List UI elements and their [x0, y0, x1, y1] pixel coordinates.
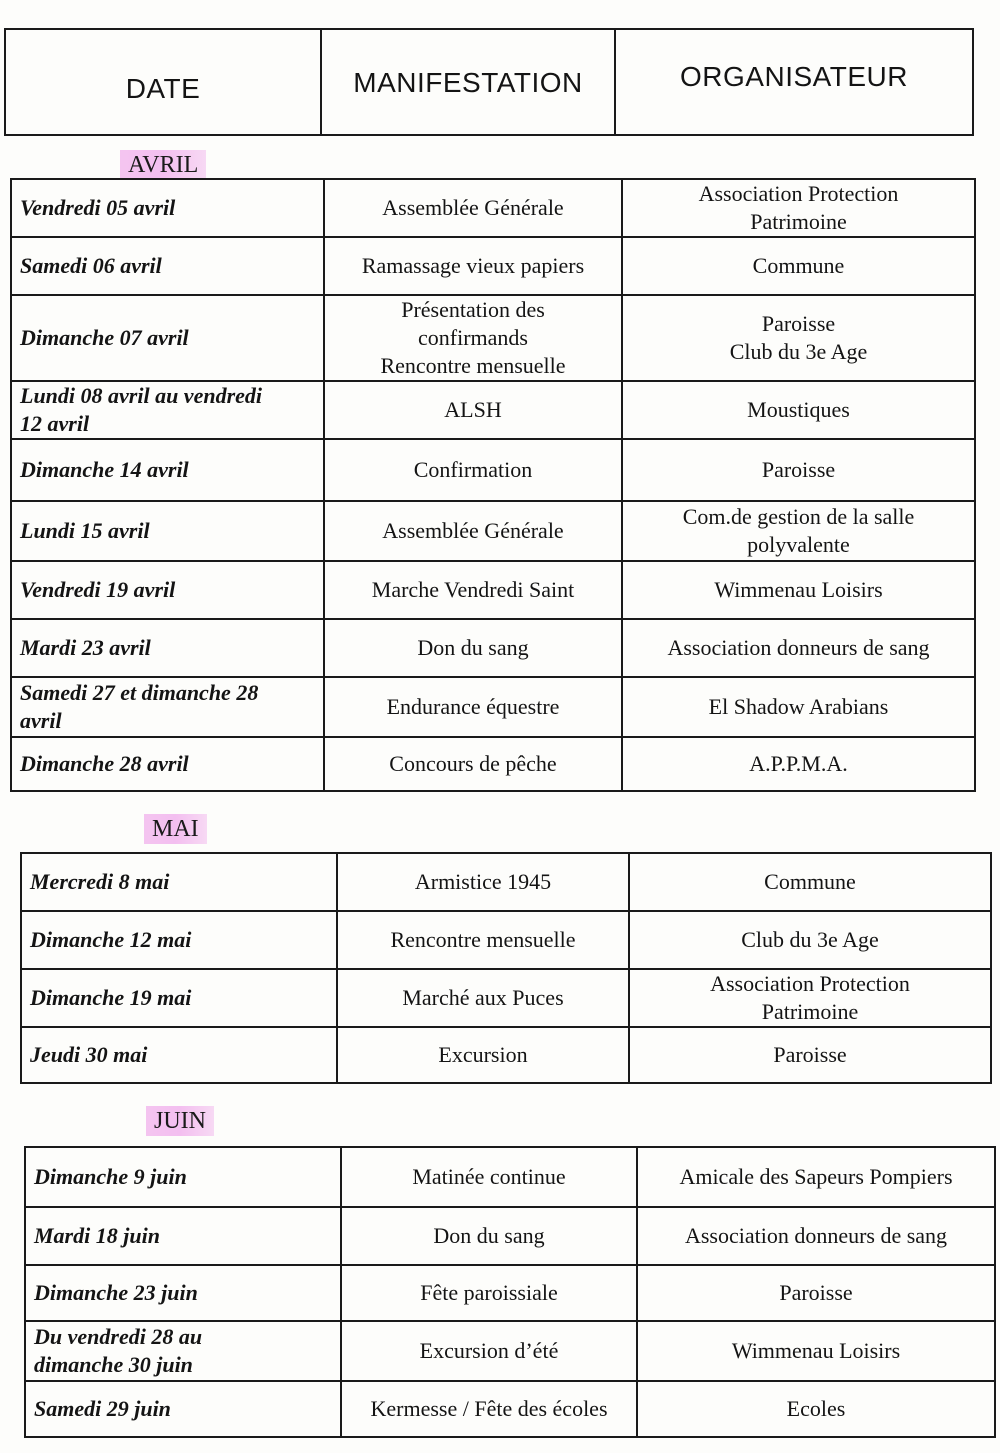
event-date-cell: Samedi 29 juin [25, 1381, 341, 1437]
event-manifestation-cell: Assemblée Générale [324, 501, 622, 561]
event-manifestation-cell: Ramassage vieux papiers [324, 237, 622, 295]
table-row [25, 1381, 995, 1437]
event-date-cell: Samedi 06 avril [11, 237, 324, 295]
event-date-cell: Dimanche 12 mai [21, 911, 337, 969]
event-date-cell: Jeudi 30 mai [21, 1027, 337, 1083]
event-organisateur-cell: Commune [622, 237, 975, 295]
table-row [21, 853, 991, 911]
table-row [11, 501, 975, 561]
event-manifestation-cell: Endurance équestre [324, 677, 622, 737]
table-row [11, 237, 975, 295]
event-organisateur-cell: Com.de gestion de la salle polyvalente [622, 501, 975, 561]
table-row [11, 295, 975, 381]
header-manifestation: MANIFESTATION [320, 30, 614, 134]
event-date-cell: Mardi 23 avril [11, 619, 324, 677]
column-header-table [4, 28, 974, 136]
events-table-avril [10, 178, 976, 792]
event-manifestation-cell: ALSH [324, 381, 622, 439]
event-manifestation-cell: Rencontre mensuelle [337, 911, 629, 969]
table-row [21, 1027, 991, 1083]
month-label-avril: AVRIL [120, 150, 206, 180]
header-date: DATE [125, 73, 201, 104]
table-row [25, 1265, 995, 1321]
event-manifestation-cell: Assemblée Générale [324, 179, 622, 237]
header-organisateur: ORGANISATEUR [614, 30, 972, 134]
events-table-juin [24, 1146, 996, 1438]
event-manifestation-cell: Kermesse / Fête des écoles [341, 1381, 637, 1437]
event-manifestation-cell: Armistice 1945 [337, 853, 629, 911]
event-organisateur-cell: Wimmenau Loisirs [622, 561, 975, 619]
event-date-cell: Dimanche 23 juin [25, 1265, 341, 1321]
event-organisateur-cell: Paroisse [637, 1265, 995, 1321]
month-label-mai: MAI [144, 814, 207, 844]
table-row [21, 969, 991, 1027]
event-organisateur-cell: Association Protection Patrimoine [629, 969, 991, 1027]
event-date-cell: Dimanche 9 juin [25, 1147, 341, 1207]
event-manifestation-cell: Excursion [337, 1027, 629, 1083]
event-organisateur-cell: Commune [629, 853, 991, 911]
event-organisateur-cell: Paroisse [622, 439, 975, 501]
event-organisateur-cell: Paroisse [629, 1027, 991, 1083]
event-date-cell: Mardi 18 juin [25, 1207, 341, 1265]
event-manifestation-cell: Confirmation [324, 439, 622, 501]
table-row [11, 179, 975, 237]
event-date-cell: Vendredi 05 avril [11, 179, 324, 237]
event-manifestation-cell: Don du sang [324, 619, 622, 677]
event-organisateur-cell: El Shadow Arabians [622, 677, 975, 737]
event-organisateur-cell: Wimmenau Loisirs [637, 1321, 995, 1381]
event-manifestation-cell: Présentation des confirmands Rencontre mensuelle [324, 295, 622, 381]
event-manifestation-cell: Marche Vendredi Saint [324, 561, 622, 619]
event-organisateur-cell: Moustiques [622, 381, 975, 439]
table-row [11, 561, 975, 619]
table-row [25, 1147, 995, 1207]
event-organisateur-cell: Association donneurs de sang [637, 1207, 995, 1265]
event-manifestation-cell: Fête paroissiale [341, 1265, 637, 1321]
event-date-cell: Du vendredi 28 au dimanche 30 juin [25, 1321, 341, 1381]
event-manifestation-cell: Marché aux Puces [337, 969, 629, 1027]
event-manifestation-cell: Matinée continue [341, 1147, 637, 1207]
event-organisateur-cell: A.P.P.M.A. [622, 737, 975, 791]
event-manifestation-cell: Concours de pêche [324, 737, 622, 791]
month-label-juin: JUIN [146, 1106, 214, 1136]
table-row [25, 1207, 995, 1265]
table-row [11, 439, 975, 501]
table-row [21, 911, 991, 969]
event-organisateur-cell: Association Protection Patrimoine [622, 179, 975, 237]
events-table-mai [20, 852, 992, 1084]
table-row [11, 677, 975, 737]
event-manifestation-cell: Excursion d’été [341, 1321, 637, 1381]
event-date-cell: Samedi 27 et dimanche 28 avril [11, 677, 324, 737]
event-date-cell: Lundi 15 avril [11, 501, 324, 561]
event-organisateur-cell: Club du 3e Age [629, 911, 991, 969]
table-row [11, 381, 975, 439]
event-organisateur-cell: Amicale des Sapeurs Pompiers [637, 1147, 995, 1207]
event-date-cell: Dimanche 28 avril [11, 737, 324, 791]
event-organisateur-cell: Ecoles [637, 1381, 995, 1437]
event-manifestation-cell: Don du sang [341, 1207, 637, 1265]
table-row [11, 737, 975, 791]
event-organisateur-cell: Paroisse Club du 3e Age [622, 295, 975, 381]
event-organisateur-cell: Association donneurs de sang [622, 619, 975, 677]
event-date-cell: Dimanche 14 avril [11, 439, 324, 501]
table-row [11, 619, 975, 677]
event-date-cell: Mercredi 8 mai [21, 853, 337, 911]
event-date-cell: Dimanche 19 mai [21, 969, 337, 1027]
event-date-cell: Dimanche 07 avril [11, 295, 324, 381]
event-date-cell: Lundi 08 avril au vendredi 12 avril [11, 381, 324, 439]
table-row [25, 1321, 995, 1381]
event-date-cell: Vendredi 19 avril [11, 561, 324, 619]
